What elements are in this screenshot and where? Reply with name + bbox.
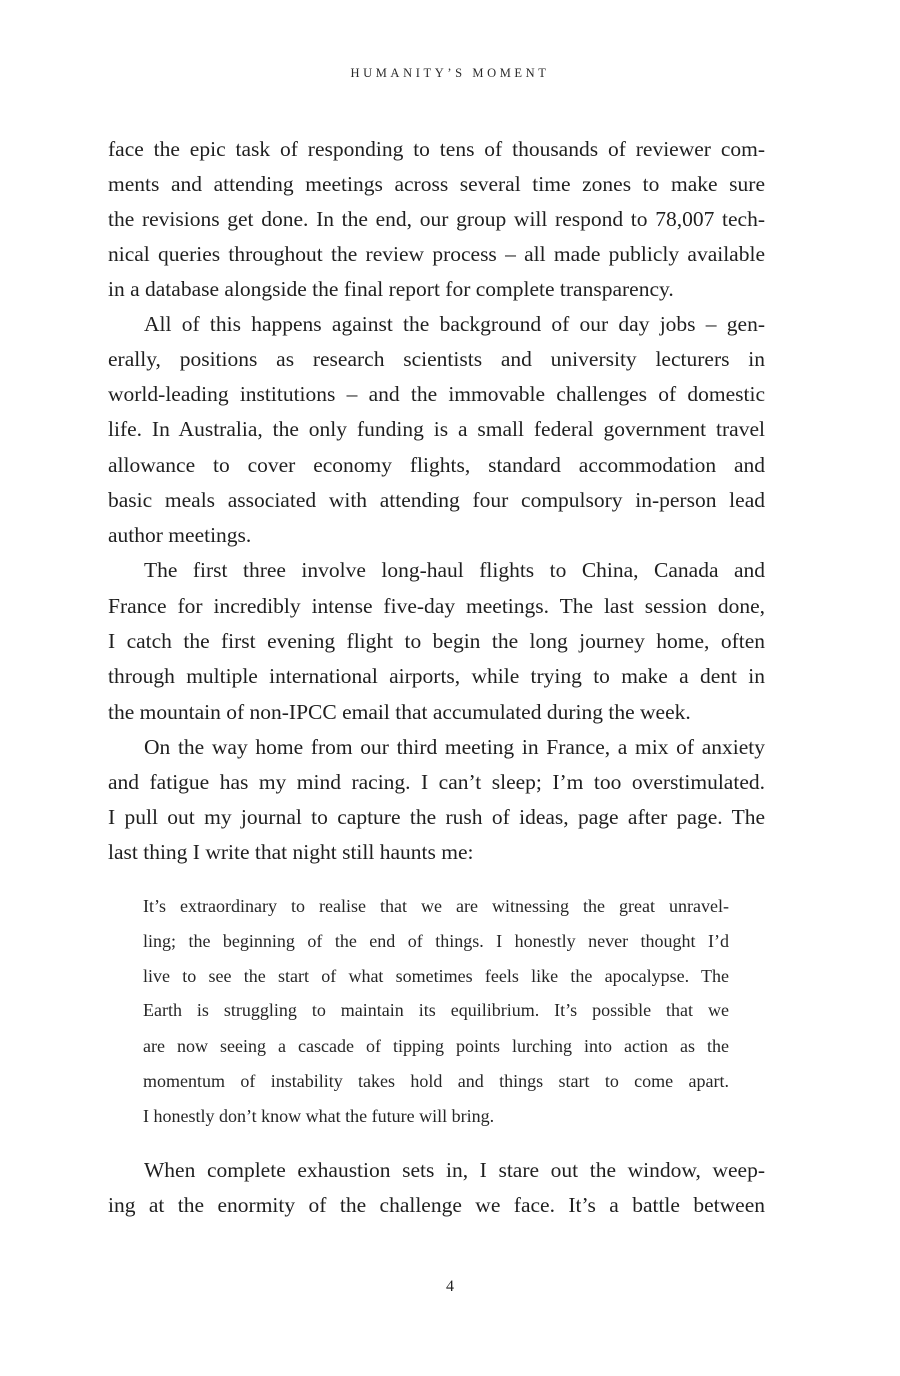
quote-line: are now seeing a cascade of tipping points lurching into action as the [143, 1036, 729, 1056]
quote-line: live to see the start of what sometimes feels like the apocalypse. The [143, 966, 729, 986]
text-line: and fatigue has my mind racing. I can’t sleep; I’m too overstimulated. [108, 770, 765, 794]
text-line: in a database alongside the final report for complete transparency. [108, 277, 674, 301]
quote-line: Earth is struggling to maintain its equilibrium. It’s possible that we [143, 1000, 729, 1020]
text-line: France for incredibly intense five-day meetings. The last session done, [108, 594, 765, 618]
text-line: the mountain of non-IPCC email that accumulated during the week. [108, 700, 691, 724]
quote-line: It’s extraordinary to realise that we are witnessing the great unravel- [143, 896, 729, 916]
text-line: When complete exhaustion sets in, I stare out the window, weep- [144, 1158, 765, 1182]
text-line: face the epic task of responding to tens of thousands of reviewer com- [108, 137, 765, 161]
text-line: world-leading institutions – and the immovable challenges of domestic [108, 382, 765, 406]
quote-line: momentum of instability takes hold and things start to come apart. [143, 1071, 729, 1091]
text-line: I catch the first evening flight to begin the long journey home, often [108, 629, 765, 653]
text-line: The first three involve long-haul flights to China, Canada and [144, 558, 765, 582]
text-line: allowance to cover economy flights, standard accommodation and [108, 453, 765, 477]
text-line: On the way home from our third meeting in France, a mix of anxiety [144, 735, 765, 759]
text-line: author meetings. [108, 523, 252, 547]
running-head: HUMANITY’S MOMENT [350, 66, 550, 80]
text-line: All of this happens against the background of our day jobs – gen- [144, 312, 765, 336]
text-line: ments and attending meetings across several time zones to make sure [108, 172, 765, 196]
text-line: erally, positions as research scientists and university lecturers in [108, 347, 765, 371]
page-number: 4 [446, 1278, 454, 1295]
text-line: through multiple international airports, while trying to make a dent in [108, 664, 765, 688]
text-line: I pull out my journal to capture the rush of ideas, page after page. The [108, 805, 765, 829]
text-line: the revisions get done. In the end, our group will respond to 78,007 tech- [108, 207, 765, 231]
quote-line: I honestly don’t know what the future will bring. [143, 1106, 495, 1126]
quote-line: ling; the beginning of the end of things. I honestly never thought I’d [143, 931, 729, 951]
text-line: basic meals associated with attending four compulsory in-person lead [108, 488, 765, 512]
text-line: nical queries throughout the review process – all made publicly available [108, 242, 765, 266]
text-line: ing at the enormity of the challenge we face. It’s a battle between [108, 1193, 765, 1217]
text-line: last thing I write that night still haunts me: [108, 840, 474, 864]
text-line: life. In Australia, the only funding is a small federal government travel [108, 417, 765, 441]
